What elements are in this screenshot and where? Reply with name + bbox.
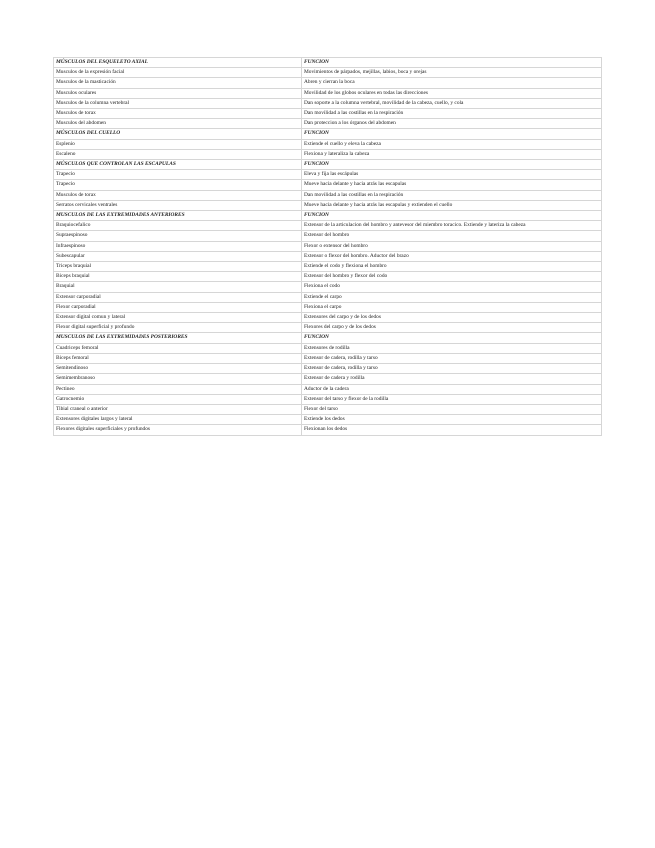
table-row: [54, 404, 602, 414]
muscle-cell: Serratos cervicales ventrales: [54, 200, 302, 210]
section-title-cell: MÚSCULOS QUE CONTROLAN LAS ESCAPULAS: [54, 160, 302, 170]
muscle-cell: Pectineo: [54, 384, 302, 394]
table-row: [54, 302, 602, 312]
muscle-cell: Extensor digital comun y lateral: [54, 313, 302, 323]
table-row: [54, 272, 602, 282]
table-row: [54, 98, 602, 108]
function-cell: Mueve hacia delante y hacia atrás las escapulas: [302, 180, 602, 190]
table-row: [54, 262, 602, 272]
table-row: [54, 384, 602, 394]
function-cell: Extensor de cadera y rodilla: [302, 374, 602, 384]
table-row: [54, 251, 602, 261]
table-row: [54, 109, 602, 119]
table-row: [54, 170, 602, 180]
muscle-cell: Gatrocnemio: [54, 394, 302, 404]
muscle-cell: Braquial: [54, 282, 302, 292]
function-header-cell: FUNCION: [302, 58, 602, 68]
table-row: [54, 78, 602, 88]
muscle-cell: Musculos de la masticación: [54, 78, 302, 88]
muscle-cell: Semitendinoso: [54, 364, 302, 374]
section-header-row: [54, 333, 602, 343]
function-cell: Dan soporte a la columna vertebral, movilidad de la cabeza, cuello, y cola: [302, 98, 602, 108]
muscle-function-table: [53, 57, 602, 436]
table-row: [54, 68, 602, 78]
function-cell: Extensor de cadera, rodilla y tarso: [302, 353, 602, 363]
section-title-cell: MÚSCULOS DEL CUELLO: [54, 129, 302, 139]
function-cell: Extiende el cuello y eleva la cabeza: [302, 139, 602, 149]
table-row: [54, 394, 602, 404]
function-cell: Dan proteccion a los órganos del abdomen: [302, 119, 602, 129]
muscle-cell: Musculos de la expresión facial: [54, 68, 302, 78]
table-row: [54, 323, 602, 333]
table-row: [54, 415, 602, 425]
muscle-cell: Flexores digitales superficiales y profundos: [54, 425, 302, 435]
section-header-row: [54, 129, 602, 139]
function-header-cell: FUNCION: [302, 211, 602, 221]
table-row: [54, 353, 602, 363]
muscle-cell: Musculos de la columna vertebral: [54, 98, 302, 108]
function-cell: Movilidad de los globos oculares en todas las direcciones: [302, 88, 602, 98]
function-cell: Extensores de rodilla: [302, 343, 602, 353]
function-cell: Dan movilidad a las costillas en la respiración: [302, 190, 602, 200]
table-row: [54, 282, 602, 292]
muscle-cell: Triceps braquial: [54, 262, 302, 272]
table-body: [54, 58, 602, 436]
table-row: [54, 190, 602, 200]
muscle-cell: Biceps femoral: [54, 353, 302, 363]
muscle-cell: Biceps braquial: [54, 272, 302, 282]
function-cell: Aductor de la cadera: [302, 384, 602, 394]
muscle-cell: Esplenio: [54, 139, 302, 149]
muscle-cell: Musculos de torax: [54, 109, 302, 119]
muscle-cell: Escaleno: [54, 149, 302, 159]
function-cell: Flexiona y lateraliza la cabeza: [302, 149, 602, 159]
function-cell: Flexiona el codo: [302, 282, 602, 292]
function-cell: Extiende el carpo: [302, 292, 602, 302]
table-row: [54, 119, 602, 129]
function-cell: Extensor del hombro y flexor del codo: [302, 272, 602, 282]
muscle-cell: Extensores digitales largos y lateral: [54, 415, 302, 425]
function-cell: Extensor de la articulacion del hombro y antevesor del miembro toracico. Extiende y lateriza la cabeza: [302, 221, 602, 231]
muscle-cell: Musculos del abdomen: [54, 119, 302, 129]
muscle-table-sheet: [53, 57, 601, 436]
section-title-cell: MÚSCULOS DEL ESQUELETO AXIAL: [54, 58, 302, 68]
function-cell: Extensor del tarso y flexor de la rodilla: [302, 394, 602, 404]
muscle-cell: Subescapular: [54, 251, 302, 261]
function-cell: Extensor o flexor del hombro. Aductor del brazo: [302, 251, 602, 261]
muscle-cell: Extensor carporadial: [54, 292, 302, 302]
muscle-cell: Trapecio: [54, 180, 302, 190]
function-header-cell: FUNCION: [302, 160, 602, 170]
table-row: [54, 292, 602, 302]
section-title-cell: MUSCULOS DE LAS EXTREMIDADES ANTERIORES: [54, 211, 302, 221]
table-row: [54, 241, 602, 251]
function-cell: Dan movilidad a las costillas en la respiración: [302, 109, 602, 119]
muscle-cell: Braquiocefalico: [54, 221, 302, 231]
muscle-cell: Tibial craneal o anterior: [54, 404, 302, 414]
function-header-cell: FUNCION: [302, 333, 602, 343]
table-row: [54, 88, 602, 98]
table-row: [54, 343, 602, 353]
function-cell: Flexiona el carpo: [302, 302, 602, 312]
muscle-cell: Musculos de torax: [54, 190, 302, 200]
table-row: [54, 364, 602, 374]
table-row: [54, 139, 602, 149]
function-cell: Extensores del carpo y de los dedos: [302, 313, 602, 323]
function-cell: Flexor del tarso: [302, 404, 602, 414]
table-row: [54, 313, 602, 323]
section-header-row: [54, 160, 602, 170]
function-cell: Flexor o extensor del hombro: [302, 241, 602, 251]
muscle-cell: Musculos oculares: [54, 88, 302, 98]
table-row: [54, 374, 602, 384]
section-header-row: [54, 211, 602, 221]
muscle-cell: Trapecio: [54, 170, 302, 180]
muscle-cell: Infraespinoso: [54, 241, 302, 251]
function-header-cell: FUNCION: [302, 129, 602, 139]
function-cell: Eleva y fija las escápulas: [302, 170, 602, 180]
function-cell: Flexionan los dedos: [302, 425, 602, 435]
function-cell: Extiende el codo y flexiona el hombro: [302, 262, 602, 272]
muscle-cell: Semimembranoso: [54, 374, 302, 384]
table-row: [54, 200, 602, 210]
muscle-cell: Cuadriceps femoral: [54, 343, 302, 353]
function-cell: Flexores del carpo y de los dedos: [302, 323, 602, 333]
table-row: [54, 149, 602, 159]
table-row: [54, 231, 602, 241]
function-cell: Mueve hacia delante y hacia atrás las escapulas y extienden el cuello: [302, 200, 602, 210]
function-cell: Movimientos de párpados, mejillas, labios, boca y orejas: [302, 68, 602, 78]
table-row: [54, 425, 602, 435]
section-title-cell: MUSCULOS DE LAS EXTREMIDADES POSTERIORES: [54, 333, 302, 343]
muscle-cell: Flexor carporadial: [54, 302, 302, 312]
muscle-cell: Flexor digital superficial y profundo: [54, 323, 302, 333]
function-cell: Abren y cierran la boca: [302, 78, 602, 88]
section-header-row: [54, 58, 602, 68]
muscle-cell: Supraespinoso: [54, 231, 302, 241]
function-cell: Extiende los dedos: [302, 415, 602, 425]
table-row: [54, 180, 602, 190]
table-row: [54, 221, 602, 231]
function-cell: Extensor de cadera, rodilla y tarso: [302, 364, 602, 374]
function-cell: Extensor del hombro: [302, 231, 602, 241]
